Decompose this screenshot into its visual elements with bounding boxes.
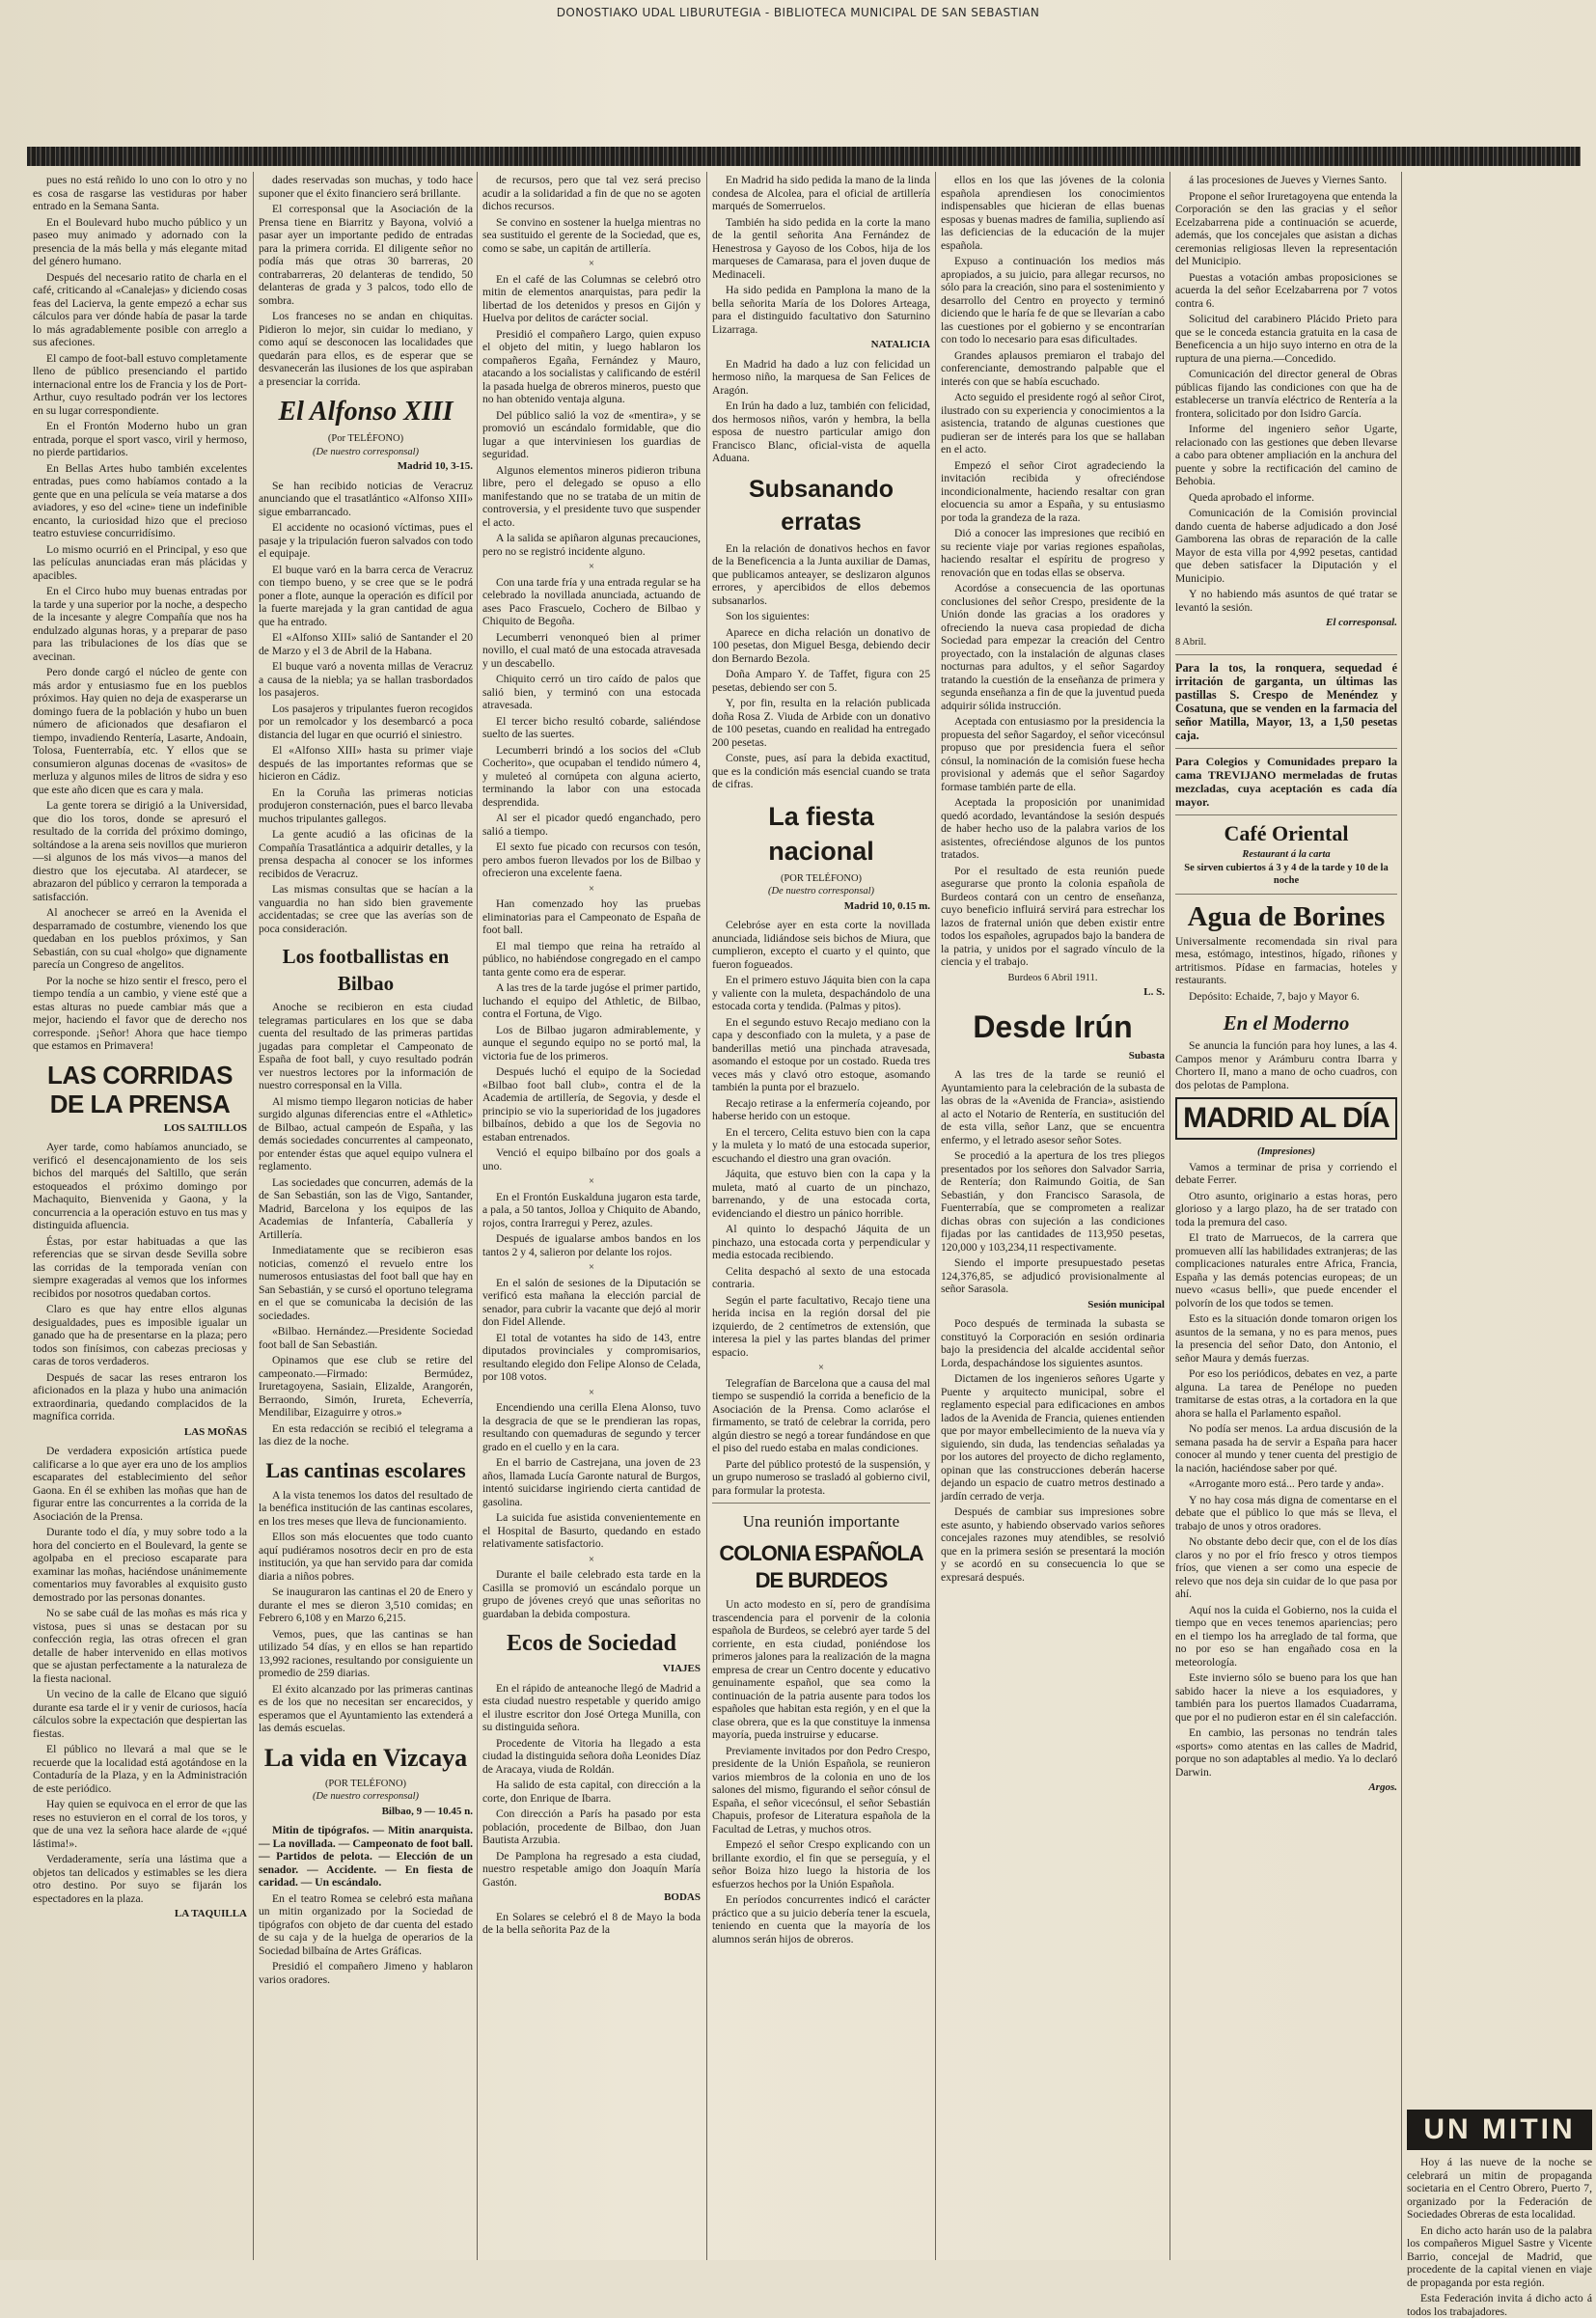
paragraph: Solicitud del carabinero Plácido Prieto para que se le conceda estancia gratuita en la casa de Beneficencia a un hijo suyo interno en otra de la ruptura de una pierna.—Concedido. bbox=[1175, 313, 1397, 365]
column-2 bbox=[259, 174, 473, 2260]
paragraph: Hay quien se equivoca en el error de que las reses no estuvieron en el corral de los toros, y que de una vez la señora hace alarde de «¡qué lástima!». bbox=[33, 1798, 247, 1850]
paragraph: Informe del ingeniero señor Ugarte, relacionado con las gestiones que deben llevarse a cabo para obtener ampliación en la anchura del puente y sobre la rectificación del camino de Behobia. bbox=[1175, 423, 1397, 487]
paragraph: En cambio, las personas no tendrán tales «sports» como atentas en las calles de Madrid, porque no son adaptables al medio. Ya lo declaró Darwin. bbox=[1175, 1726, 1397, 1779]
paragraph: Los de Bilbao jugaron admirablemente, y aunque el segundo equipo no se portó mal, la victoria fue de los primeros. bbox=[482, 1023, 701, 1062]
headline-cantinas: Las cantinas escolares bbox=[265, 1457, 466, 1482]
dateline: Madrid 10, 0.15 m. bbox=[843, 899, 930, 912]
paragraph: Los franceses no se andan en chiquitas. Pidieron lo mejor, sin cuidar lo mediano, y como aquí se desconocen las localidades que quedarán para ellos, es de esperar que se desvanecerán las ilusiones de los que aspiraban a presenciar la corrida. bbox=[259, 310, 473, 388]
paragraph: Durante el baile celebrado esta tarde en la Casilla se promovió un escándalo porque un grupo de jóvenes creyó que unas señoritas no guardaban la debida compostura. bbox=[482, 1568, 701, 1620]
subhead-impresiones: (Impresiones) bbox=[1256, 1146, 1316, 1157]
paragraph: Queda aprobado el informe. bbox=[1189, 490, 1315, 504]
paragraph: Vemos, pues, que las cantinas se han utilizado 54 días, y en ellos se han repartido 13,992 raciones, resultando por consiguiente un promedio de 259 diarias. bbox=[259, 1627, 473, 1679]
paragraph: En el Frontón Euskalduna jugaron esta tarde, a pala, a 50 tantos, Jolloa y Chiquito de Abando, rojos, contra Irarregui y Perez, azules. bbox=[482, 1190, 701, 1229]
paragraph: Los pasajeros y tripulantes fueron recogidos por un remolcador y los desembarcó a poca distancia del lugar en que ocurrió el siniestro. bbox=[259, 702, 473, 741]
paragraph: Y, por fin, resulta en la relación publicada doña Rosa Z. Viuda de Arbide con un donativo de 100 pesetas, cuando en realidad ha entregado 200 pesetas. bbox=[712, 697, 930, 749]
dateline: Bilbao, 9 — 10.45 n. bbox=[381, 1805, 473, 1817]
paragraph: No podía ser menos. La ardua discusión de la semana pasada ha de servir a España para hacer conocer al mundo y tener cuenta del prestigio de la nación, haciéndose saber por qué. bbox=[1175, 1422, 1397, 1475]
column-rule bbox=[1169, 172, 1170, 2260]
paragraph: Se procedió a la apertura de los tres pliegos presentados por los señores don Salvador Sarria, de Rentería; don Raimundo Goitia, de San Sebastián, y don Francisco Sarasola, de Fuenterrabía, que se comprometen a realizar dichas obras con sujeción a las condiciones fijadas por las cantidades de 113,950 pesetas, 120,000 y 103,234,11 respectivamente. bbox=[941, 1149, 1165, 1254]
paragraph: El sexto fue picado con recursos con tesón, pero ambos fueron llevados por los de Bilbao y ofrecieron una excelente faena. bbox=[482, 841, 701, 879]
paragraph: Por la noche se hizo sentir el fresco, pero el tiempo tendía a un cambio, y viene esté que a estas alturas no puede cambiar más que a mejor, haciendo el favor que de derecho nos corresponde. ¡Señor! Ahora que hace tiempo que estamos en Primavera! bbox=[33, 974, 247, 1052]
paragraph: En el primero estuvo Jáquita bien con la capa y valiente con la muleta, despachándolo de una estocada corta y tendida. (Palmas y pitos). bbox=[712, 974, 930, 1012]
paragraph: Se inauguraron las cantinas el 20 de Enero y durante el mes se dieron 3,510 comidas; en Febrero 6,108 y en Marzo 6,215. bbox=[259, 1586, 473, 1624]
headline-colonia-burdeos: COLONIA ESPAÑOLA DE BURDEOS bbox=[719, 1541, 923, 1592]
column-1 bbox=[33, 174, 247, 2260]
paragraph: No se sabe cuál de las moñas es más rica y vistosa, pues si unas se destacan por su confección regia, las otras ofrecen el gran detalle de haber intervenido en ellas motivos que se ajustan perfectamente a la naturaleza de la fiesta nacional. bbox=[33, 1607, 247, 1685]
kicker-sesion-municipal: Sesión municipal bbox=[1087, 1298, 1165, 1311]
kicker-subasta: Subasta bbox=[1128, 1049, 1165, 1062]
paragraph: Lecumberri brindó a los socios del «Club Cocherito», que ocupaban el tendido número 4, y muleteó al cornúpeta con alguna acierto, terminando la labor con una estocada desprendida. bbox=[482, 743, 701, 809]
paragraph: Con una tarde fría y una entrada regular se ha celebrado la novillada anunciada, actuando de ases Paco Frascuelo, Cochero de Bilbao y Chiquito de Begoña. bbox=[482, 575, 701, 627]
paragraph: El trato de Marruecos, de la carrera que promueven allí las habilidades extranjeras; de las complicaciones naturales entre Africa, Francia, España y las demás potencias europeas; de un nuevo «casus belli», que puede encender el polvorín de los que todos se temen. bbox=[1175, 1231, 1397, 1310]
paragraph: El buque varó en la barra cerca de Veracruz con tiempo bueno, y se cree que se le podrá poner a flote, aunque la operación es difícil por la fuerte marejada y la gran cantidad de agua que ha entrado. bbox=[259, 563, 473, 628]
paragraph: El mal tiempo que reina ha retraído al público, no habiéndose congregado en el campo tanta gente como era de esperar. bbox=[482, 939, 701, 979]
paragraph: Celebróse ayer en esta corte la novillada anunciada, lidiándose seis bichos de Miura, que cumplieron, excepto el cuarto y el quinto, que fueron fogueados. bbox=[712, 919, 930, 971]
headline-desde-irun: Desde Irún bbox=[973, 1008, 1133, 1044]
advert-ronquera bbox=[1175, 661, 1397, 742]
kicker-reunion: Una reunión importante bbox=[742, 1512, 900, 1531]
paragraph-summary: Mitin de tipógrafos. — Mitin anarquista. — La novillada. — Campeonato de foot ball. — Partidos de pelota. — Elección de un senador. — Accidente. — En fiesta de caridad. — Un escándalo. bbox=[259, 1824, 473, 1889]
paragraph: Empezó el señor Cirot agradeciendo la invitación recibida y ofreciéndose incondicionalmente, haciendo resaltar con gran elocuencia su amor a España, y su entusiasmo por toda la grandeza de la raza. bbox=[941, 458, 1165, 524]
kicker-saltillos: LOS SALTILLOS bbox=[163, 1121, 247, 1134]
paragraph: Con dirección a París ha pasado por esta población, procedente de Bilbao, don Juan Bautista Arzubia. bbox=[482, 1807, 701, 1846]
column-rule bbox=[253, 172, 254, 2260]
column-5 bbox=[941, 174, 1165, 2260]
paragraph: Al anochecer se arreó en la Avenida el desparramado de costumbre, vienendo los que quedaban en los pueblos próximos, y San Sebastián, con su cual «holgo» que dignamente parecía un Congreso de angelitos. bbox=[33, 906, 247, 971]
paragraph: Parte del público protestó de la suspensión, y un grupo numeroso se trasladó al gobierno civil, para formular la protesta. bbox=[712, 1457, 930, 1497]
advert-colegios bbox=[1175, 755, 1397, 809]
paragraph: En el salón de sesiones de la Diputación se verificó esta mañana la elección parcial de senador, para cubrir la vacante que dejó al morir don Fidel Allende. bbox=[482, 1276, 701, 1328]
paragraph: La suicida fue asistida convenientemente en el Hospital de Basurto, quedando en estado relativamente satisfactorio. bbox=[482, 1511, 701, 1550]
paragraph: El accidente no ocasionó víctimas, pues el pasaje y la tripulación fueron salvados con todo el equipaje. bbox=[259, 521, 473, 560]
paragraph: Claro es que hay entre ellos algunas desigualdades, pues es imposible igualar un ganado que ha de presentarse en la plaza; pero todos son finísimos, con cabezas preciosas y caras de toros verdaderos. bbox=[33, 1303, 247, 1367]
headline-moderno: En el Moderno bbox=[1223, 1011, 1350, 1035]
paragraph: El «Alfonso XIII» hasta su primer viaje después de las importantes reformas que se hicieron en Cádiz. bbox=[259, 744, 473, 783]
paragraph: Aceptada con entusiasmo por la presidencia la propuesta del señor Sagardoy, el señor vicecónsul propuso que por presidencia fuera el señor cónsul, la nominación de la comisión fuese hecha provisional y además que el señor Sagardoy formase también parte de ella. bbox=[941, 715, 1165, 793]
paragraph: Se anuncia la función para hoy lunes, a las 4. Campos menor y Arámburu contra Ibarra y Chortero II, mano a mano de ocho cuadros, con dos pelotas de Pamplona. bbox=[1175, 1039, 1397, 1091]
advert-title: Agua de Borines bbox=[1187, 900, 1386, 932]
paragraph: El total de votantes ha sido de 143, entre diputados provinciales y compromisarios, resultando elegido don Felipe Alonso de Celada, por 108 votos. bbox=[482, 1331, 701, 1383]
headline-un-mitin: UN MITIN bbox=[1407, 2110, 1592, 2150]
kicker-viajes: VIAJES bbox=[662, 1663, 701, 1674]
column-7 bbox=[1407, 2104, 1592, 2318]
paragraph: Durante todo el día, y muy sobre todo a la hora del concierto en el Boulevard, la gente se agolpaba en el precioso escaparate para examinar las moñas, haciéndose unánimemente comentarios muy favorables al exquisito gusto demostrado por las personas donantes. bbox=[33, 1526, 247, 1604]
paragraph: Después luchó el equipo de la Sociedad «Bilbao foot ball club», contra el de la Academia de artillería, de Segovia, y desde el principio se vio la superioridad de los jugadores bilbaínos, debido a que los de Segovia no estaban entrenados. bbox=[482, 1065, 701, 1144]
headline-box bbox=[1175, 1097, 1397, 1140]
advert-line: Restaurant á la carta bbox=[1242, 849, 1331, 860]
paragraph: En el Frontón Moderno hubo un gran entrada, porque el sport vasco, viril y hermoso, no pierde partidarios. bbox=[33, 420, 247, 458]
divider bbox=[1175, 654, 1397, 655]
paragraph: En períodos concurrentes indicó el carácter práctico que a su juicio debería tener la escuela, teniendo en cuenta que la mayoría de los alumnos serán hijos de obreros. bbox=[712, 1893, 930, 1945]
paragraph: Han comenzado hoy las pruebas eliminatorias para el Campeonato de España de foot ball. bbox=[482, 897, 701, 936]
paragraph: Se han recibido noticias de Veracruz anunciando que el trasatlántico «Alfonso XIII» sigue embarrancado. bbox=[259, 479, 473, 518]
paragraph: En Madrid ha dado a luz con felicidad un hermoso niño, la marquesa de San Felices de Aragón. bbox=[712, 357, 930, 397]
paragraph: Presidió el compañero Largo, quien expuso el objeto del mitin, y luego hablaron los compañeros Egaña, Fernández y Mauro, atacando a los socialistas y calificando de estéril la pasada huelga de obreros mineros, puesto que no han obtenido ventaja alguna. bbox=[482, 327, 701, 405]
subhead-corresponsal: (De nuestro corresponsal) bbox=[312, 446, 420, 457]
paragraph: En Solares se celebró el 8 de Mayo la boda de la bella señorita Paz de la bbox=[482, 1910, 701, 1936]
signature: L. S. bbox=[1143, 986, 1165, 998]
paragraph: pues no está reñido lo uno con lo otro y no es cosa de rasgarse las vestiduras por haber entrado en la Semana Santa. bbox=[33, 174, 247, 212]
paragraph: En el rápido de anteanoche llegó de Madrid a esta ciudad nuestro respetable y querido amigo el ilustre escritor don José Ortega Munilla, con su distinguida señora. bbox=[482, 1681, 701, 1733]
paragraph: Previamente invitados por don Pedro Crespo, presidente de la Unión Española, se reunieron varios miembros de la colonia en uno de los salones del mismo, figurando el señor cónsul de España, el señor vicecónsul, el señor Sebastián Chapuis, profesor de Literatura española de la Facultad de Letras, y muchos otros. bbox=[712, 1744, 930, 1835]
paragraph: Pero donde cargó el núcleo de gente con más ardor y entusiasmo fue en los pueblos próximos. Hay quien no deja de exasperarse un domingo fuera de la población y hubo un buen número de aficionados que desafiaron el tiempo, invadiendo Rentería, Lasarte, Andoain, Tolosa, Fuenterrabía, etc. Y ellos que se consumieron algunas docenas de «vasitos» de merluza y algunos miles de litros de sidra y eso que este año dicen que es cara y mala. bbox=[33, 666, 247, 796]
column-rule bbox=[706, 172, 707, 2260]
paragraph: Comunicación del director general de Obras públicas fijando las condiciones con que ha de establecerse un tranvía eléctrico de Rentería a la frontera, solicitado por don Isidro García. bbox=[1175, 368, 1397, 420]
paragraph: Lecumberri venonqueó bien al primer novillo, el cual mató de una estocada atravesada y un descabello. bbox=[482, 630, 701, 670]
separator-mark: × bbox=[589, 1262, 594, 1273]
paragraph: En Irún ha dado a luz, también con felicidad, dos hermosos niños, varón y hembra, la bella esposa de nuestro particular amigo don Francisco Blanc, oficial-vista de aquella Aduana. bbox=[712, 400, 930, 464]
paragraph: Poco después de terminada la subasta se constituyó la Corporación en sesión ordinaria bajo la presidencia del alcalde accidental señor Lorda, despachándose los siguientes asuntos. bbox=[941, 1317, 1165, 1369]
paragraph: Puestas a votación ambas proposiciones se acuerda la del señor Ecelzabarrena por 7 votos contra 6. bbox=[1175, 270, 1397, 310]
paragraph: Empezó el señor Crespo explicando con un brillante exordio, el fin que se perseguía, y el señor Boiza hizo luego la historia de los esfuerzos hechos por la Unión Española. bbox=[712, 1838, 930, 1890]
headline-vizcaya: La vida en Vizcaya bbox=[263, 1743, 468, 1772]
kicker-natalicia: NATALICIA bbox=[870, 339, 930, 350]
paragraph: El corresponsal que la Asociación de la Prensa tiene en Biarritz y Bayona, volvió a pasar ayer un importante pedido de entradas para la primera corrida. El diligente señor no podía más que otras 30 barreras, 20 contrabarreras, 20 delanteras de tendido, 50 delanteras de grada y 3 palcos, todo ello de sombra. bbox=[259, 203, 473, 307]
paragraph: A la salida se apiñaron algunas precauciones, pero no se registró incidente alguno. bbox=[482, 532, 701, 558]
kicker-bodas: BODAS bbox=[664, 1891, 701, 1903]
subhead-corresponsal: (De nuestro corresponsal) bbox=[312, 1791, 420, 1802]
paragraph: Celita despachó al sexto de una estocada contraria. bbox=[712, 1264, 930, 1290]
paragraph: Vamos a terminar de prisa y corriendo el debate Ferrer. bbox=[1175, 1160, 1397, 1186]
paragraph: «Bilbao. Hernández.—Presidente Sociedad foot ball de San Sebastián. bbox=[259, 1325, 473, 1351]
advert-text: Para la tos, la ronquera, sequedad é irritación de garganta, un últimas las pastillas S. Crespo de Menéndez y Cosatuna, que se venden en la farmacia del señor Matilla, Mayor, 13, a 1,50 pesetas caja. bbox=[1175, 661, 1397, 742]
dateline: Madrid 10, 3-15. bbox=[397, 460, 473, 472]
paragraph: Ayer tarde, como habíamos anunciado, se verificó el desencajonamiento de los seis bichos del marqués del Saltillo, que serán estoqueados el próximo domingo por Machaquito, Bienvenida y Gaona, y la concurrencia a la operación estuvo en tus mas y distinguida afluencia. bbox=[33, 1141, 247, 1231]
paragraph: á las procesiones de Jueves y Viernes Santo. bbox=[1189, 174, 1388, 186]
paragraph: También ha sido pedida en la corte la mano de la gentil señorita Ana Fernández de Henestrosa y Gayoso de los Cobos, hija de los marqueses de Camarasa, para el joven duque de Medinaceli. bbox=[712, 215, 930, 281]
paragraph: La gente acudió a las oficinas de la Compañía Trasatlántica a adquirir detalles, y la prensa despacha al conocer se los informes recibidos de Veracruz. bbox=[259, 828, 473, 880]
paragraph: En el barrio de Castrejana, una joven de 23 años, llamada Lucía Garonte natural de Burgos, intentó suicidarse ingiriendo cierta cantidad de gasolina. bbox=[482, 1456, 701, 1508]
column-6 bbox=[1175, 174, 1397, 2260]
paragraph: En el Boulevard hubo mucho público y un paseo muy animado y adornado con la presencia de la más bella y más elegante mitad del género humano. bbox=[33, 215, 247, 267]
headline-footballistas: Los footballistas en Bilbao bbox=[282, 945, 450, 995]
paragraph: Ellos son más elocuentes que todo cuanto aquí pudiéramos nosotros decir en pro de esta institución, ya que han servido para dar comida diaria a niños pobres. bbox=[259, 1531, 473, 1583]
paragraph: Presidió el compañero Jimeno y hablaron varios oradores. bbox=[259, 1960, 473, 1986]
paragraph: Hoy á las nueve de la noche se celebrará un mitin de propaganda societaria en el Centro Obrero, Puerto 7, organizado por la Federación de Sociedades Obreras de esta localidad. bbox=[1407, 2156, 1592, 2221]
paragraph: Acto seguido el presidente rogó al señor Cirot, ilustrado con su experiencia y conocimientos a la asistencia, tratando de algunas cuestiones que pudieran ser de interés para los que se hallaban en el acto. bbox=[941, 391, 1165, 455]
paragraph: El buque varó a noventa millas de Veracruz a causa de la niebla; ya se hallan trasbordados los pasajeros. bbox=[259, 660, 473, 699]
kicker-taquilla: LA TAQUILLA bbox=[174, 1908, 247, 1919]
paragraph: de recursos, pero que tal vez será preciso acudir a la solidaridad a fin de que no se agoten dichos recursos. bbox=[482, 174, 701, 212]
paragraph: Recajo retirase a la enfermería cojeando, por haberse herido con un estoque. bbox=[712, 1096, 930, 1122]
paragraph: Después de sacar las reses entraron los aficionados en la plaza y hubo una animación extraordinaria, quedando complacidos de la magnífica corrida. bbox=[33, 1370, 247, 1422]
separator-mark: × bbox=[589, 1387, 594, 1398]
paragraph: El público no llevará a mal que se le recuerde que la localidad está agotándose en la Contaduría de la Plaza, y en la Administración de este periódico. bbox=[33, 1743, 247, 1795]
paragraph: Este invierno sólo se bueno para los que han sabido hacer la nieve a los esquiadores, y también para los puertos llamados Cuadarrama, que por el no pudieron estar en él sin calefacción. bbox=[1175, 1671, 1397, 1724]
paragraph: Comunicación de la Comisión provincial dando cuenta de haberse adjudicado a don José Gamborena las obras de reparación de la calle Mayor de esta villa por 4,992 pesetas, cantidad que deben satisfacer la Diputación y el Municipio. bbox=[1175, 507, 1397, 585]
paragraph: Siendo el importe presupuestado pesetas 124,376,85, se adjudicó provisionalmente al señor Sarasola. bbox=[941, 1256, 1165, 1295]
paragraph: Jáquita, que estuvo bien con la capa y la muleta, mató al cuarto de un pinchazo, barrenando, y de una estocada corta, evidenciando el diestro un pánico horrible. bbox=[712, 1168, 930, 1220]
divider bbox=[1175, 814, 1397, 815]
advert-text: Universalmente recomendada sin rival para mesa, estómago, intestinos, hígado, riñones y artritismos. Pídase en farmacias, hoteles y restaurants. bbox=[1175, 934, 1397, 986]
paragraph: Inmediatamente que se recibieron esas noticias, comenzó el revuelo entre los numerosos entusiastas del foot ball que hay en San Sebastián, y se cursó el oportuno telegrama en el que se comunicaba la decisión de las sociedades. bbox=[259, 1244, 473, 1322]
paragraph: Conste, pues, así para la debida exactitud, que es la condición más esencial cuando se trata de cifras. bbox=[712, 752, 930, 790]
paragraph: A la vista tenemos los datos del resultado de la benéfica institución de las cantinas escolares, en los tres meses que lleva de funcionamiento. bbox=[259, 1488, 473, 1528]
paragraph: En el teatro Romea se celebró esta mañana un mitin organizado por la Sociedad de tipógrafos con objeto de dar cuenta del estado de su caja y de la huelga de operarios de la Sociedad bilbaína de Artes Gráficas. bbox=[259, 1891, 473, 1957]
advert-text: Para Colegios y Comunidades preparo la cama TREVIJANO mermeladas de frutas mezcladas, cuya aceptación es cada día mayor. bbox=[1175, 755, 1397, 809]
signature: El corresponsal. bbox=[1326, 617, 1397, 628]
paragraph: Ha sido pedida en Pamplona la mano de la bella señorita María de los Dolores Arteaga, para el distinguido facultativo don Saturnino Lizarraga. bbox=[712, 284, 930, 336]
advert-cafe-oriental bbox=[1175, 821, 1397, 888]
paragraph: En el café de las Columnas se celebró otro mitin de elementos anarquistas, para pedir la libertad de los detenidos y presos en Gijón y Huelva por delitos de carácter social. bbox=[482, 272, 701, 324]
column-rule bbox=[1401, 172, 1402, 2260]
dateline: 8 Abril. bbox=[1175, 636, 1207, 648]
paragraph: En el tercero, Celita estuvo bien con la capa y la muleta y lo mató de una estocada superior, escuchando el diestro una gran ovación. bbox=[712, 1125, 930, 1165]
paragraph: El campo de foot-ball estuvo completamente lleno de público presenciando el partido internacional entre los de Francia y los de Port-Arthur, cuyo resultado podrán ver los lectores en su lugar correspondiente. bbox=[33, 351, 247, 417]
headline-alfonso-xiii: El Alfonso XIII bbox=[278, 397, 454, 427]
signature: Argos. bbox=[1368, 1781, 1397, 1793]
headline-erratas: Subsanando erratas bbox=[748, 475, 894, 536]
paragraph: Del público salió la voz de «mentira», y se promovió un escándalo formidable, que dio lugar a que interviniesen los guardias de seguridad. bbox=[482, 408, 701, 460]
headline-corridas: LAS CORRIDAS DE LA PRENSA bbox=[47, 1060, 233, 1118]
paragraph: Son los siguientes: bbox=[726, 610, 810, 622]
paragraph: Dictamen de los ingenieros señores Ugarte y Puente y arquitecto municipal, sobre el reglamento especial para edificaciones en ambos lados de la Avenida de Francia, quienes entienden que por mayor embellecimiento de la nueva vía y siguiendo, sin duda, las tendencias señaladas ya por los autores del proyecto de dicho reglamento, opinan que las construcciones deberán hacerse dejando un espacio de cuatro metros destinado a jardín cerrado de verja. bbox=[941, 1372, 1165, 1503]
paragraph: Ha salido de esta capital, con dirección a la corte, don Enrique de Ibarra. bbox=[482, 1779, 701, 1805]
paragraph: Según el parte facultativo, Recajo tiene una herida incisa en la región dorsal del pie izquierdo, de 2 centímetros de extensión, que interesa la piel y las partes blandas del primer espacio. bbox=[712, 1293, 930, 1359]
subhead-corresponsal: (De nuestro corresponsal) bbox=[767, 886, 875, 897]
paragraph: En el Circo hubo muy buenas entradas por la tarde y una superior por la noche, a despecho de la incesante y alegre Compañía que nos ha endulzado algunas horas, y a preparar de paso para las tribulaciones de los días que se avecinan. bbox=[33, 585, 247, 663]
paragraph: «Arrogante moro está... Pero tarde y anda». bbox=[1189, 1477, 1385, 1490]
paragraph: Un acto modesto en sí, pero de grandísima trascendencia para el porvenir de la colonia española de Burdeos, se celebró ayer tarde 5 del corriente, en esta ciudad, poniéndose los primeros jalones para la realización de la magna empresa de crear un Centro docente y educativo genuinamente español, que sea como la continuación de la patria ausente para todos los españoles que habitan esta región, y en el que la clase obrera, que es la que constituye la inmensa mayoría, pueda instruirse y educarse. bbox=[712, 1598, 930, 1741]
paragraph: Propone el señor Iruretagoyena que entenda la Corporación se den las gracias y el señor Ecelzabarrena pide a continuación se acuerde, además, que los concejales que asistan a dichas ceremonias religiosas lleven la representación del Municipio. bbox=[1175, 189, 1397, 267]
paragraph: Opinamos que ese club se retire del campeonato.—Firmado: Bermúdez, Iruretagoyena, Sasiain, Elizalde, Arangorén, Berraondo, Simón, Irureta, Echeverría, Mendilibar, Eizaguirre y otros.» bbox=[259, 1354, 473, 1419]
paragraph: Procedente de Vitoria ha llegado a esta ciudad la distinguida señora doña Leonides Díaz de Aracaya, viuda de Roldán. bbox=[482, 1736, 701, 1776]
column-4 bbox=[712, 174, 930, 2260]
column-rule bbox=[477, 172, 478, 2260]
paragraph: Lo mismo ocurrió en el Principal, y eso que las películas anunciadas eran más plácidas y apacibles. bbox=[33, 542, 247, 582]
paragraph: En la Coruña las primeras noticias produjeron consternación, pues el barco llevaba muchos tripulantes gallegos. bbox=[259, 786, 473, 825]
paragraph: En Bellas Artes hubo también excelentes entradas, pues como habíamos contado a la gente que en una película se veía matarse a dos aviadores, y eso del «cine» tiene un indefinible encanto, la curiosidad hizo que el precioso teatro estuviese concurridísimo. bbox=[33, 461, 247, 539]
paragraph: A las tres de la tarde jugóse el primer partido, luchando el equipo del Athletic, de Bilbao, contra el Fortuna, de Vigo. bbox=[482, 981, 701, 1020]
separator-mark: × bbox=[589, 883, 594, 895]
paragraph: De verdadera exposición artística puede calificarse a lo que ayer era uno de los amplios escaparates del establecimiento del señor Gaona. En él se exhiben las moñas que han de figurar entre las concurrentes a la corrida de la Asociación de la Prensa. bbox=[33, 1445, 247, 1523]
paragraph: ellos en los que las jóvenes de la colonia española aprendiesen los conocimientos indispensables que hicieran de ellas buenas esposas y buenas madres de familia, supliendo así las deficiencias de la educación de la mujer española. bbox=[941, 174, 1165, 252]
subhead-telefono: (Por TELÉFONO) bbox=[327, 433, 404, 444]
paragraph: En esta redacción se recibió el telegrama a las diez de la noche. bbox=[259, 1421, 473, 1448]
advert-title: Café Oriental bbox=[1224, 821, 1349, 845]
paragraph: Y no hay cosa más digna de comentarse en el debate que el público lo que más se lleva, el trabajo de unos y otros oradores. bbox=[1175, 1493, 1397, 1532]
paragraph: El tercer bicho resultó cobarde, saliéndose suelto de las suertes. bbox=[482, 714, 701, 740]
paragraph: En el segundo estuvo Recajo mediano con la capa y desconfiado con la muleta, y a pase de banderillas metió una pinchada atravesada, asomando el estoque por un costado. Rueda tres veces más y clavó otro estoque, asomando también la punta por el brazuelo. bbox=[712, 1015, 930, 1093]
paragraph: Se convino en sostener la huelga mientras no sea sustituido el gerente de la Sociedad, que es, como se sabe, un capitán de artillería. bbox=[482, 215, 701, 255]
paragraph: Dió a conocer las impresiones que recibió en su reciente viaje por varias regiones españolas, haciendo resaltar el espíritu de progreso y renovación que en todas ellas se observa. bbox=[941, 527, 1165, 579]
separator-mark: × bbox=[589, 1554, 594, 1565]
paragraph: Por eso los periódicos, debates en vez, a parte alguna. La tarea de Penélope no pueden tramitarse de estas otras, a la cortadora en la que ahora se halla el Parlamento español. bbox=[1175, 1367, 1397, 1420]
paragraph: Venció el equipo bilbaíno por dos goals a uno. bbox=[482, 1146, 701, 1173]
paragraph: En la relación de donativos hechos en favor de la Beneficencia a la Junta auxiliar de Damas, que publicamos anteayer, se deslizaron algunos errores, y apercibidos de ellos debemos subsanarlos. bbox=[712, 541, 930, 607]
headline-fiesta-nacional: La fiesta nacional bbox=[768, 801, 874, 866]
paragraph: En dicho acto harán uso de la palabra los compañeros Miguel Sastre y Vicente Barrio, concejal de Madrid, que procedente de la capital vienen en viaje de propaganda por esta región. bbox=[1407, 2223, 1592, 2289]
advert-line: Se sirven cubiertos á 3 y 4 de la tarde y 10 de la noche bbox=[1184, 862, 1389, 886]
paragraph: Al mismo tiempo llegaron noticias de haber surgido algunas diferencias entre el «Athletic» de Bilbao, actual campeón de España, y las demás sociedades concurrentes al campeonato, por entender éstas que aquel equipo vulnera el reglamento. bbox=[259, 1094, 473, 1173]
separator-mark: × bbox=[589, 259, 594, 269]
paragraph: Esta Federación invita á dicho acto á todos los trabajadores. bbox=[1407, 2292, 1592, 2318]
paragraph: Después de igualarse ambos bandos en los tantos 2 y 4, salieron por delante los rojos. bbox=[482, 1232, 701, 1258]
paragraph: A las tres de la tarde se reunió el Ayuntamiento para la celebración de la subasta de las obras de la «Avenida de Francia», asistiendo al acto el Notario de Rentería, en sustitución del de esta villa, señor Lanz, que se encuentra enfermo, y el letrado asesor señor Sotes. bbox=[941, 1068, 1165, 1146]
paragraph: Por el resultado de esta reunión puede asegurarse que pronto la colonia española de Burdeos contará con un centro de enseñanza, cuyo beneficio influirá servirá para estrechar los lazos de fraternal unión que deben existir entre todos los españoles, agrupados bajo la bandera de la patria, y unidos por el sagrado vínculo de la ciencia y el trabajo. bbox=[941, 864, 1165, 968]
paragraph: Verdaderamente, sería una lástima que a objetos tan delicados y estimables se les diera otro destino. Por suyo se fijarán los espectadores en la plaza. bbox=[33, 1853, 247, 1905]
paragraph: Y no habiendo más asuntos de qué tratar se levantó la sesión. bbox=[1175, 588, 1397, 614]
paragraph: Anoche se recibieron en esta ciudad telegramas particulares en los que se daba cuenta del resultado de las primeras partidas jugadas para completar el Campeonato de España de foot ball, y cuyo resultado podrán ver nuestros lectores por la información de nuestro corresponsal en la Villa. bbox=[259, 1001, 473, 1091]
paragraph: Un vecino de la calle de Elcano que siguió durante esa tarde el ir y venir de curiosos, hacía cálculos sobre la expectación que despiertan las fiestas. bbox=[33, 1688, 247, 1740]
paragraph: Al ser el picador quedó enganchado, pero salió a tiempo. bbox=[482, 812, 701, 838]
headline-madrid-al-dia: MADRID AL DÍA bbox=[1183, 1102, 1390, 1134]
paragraph: Doña Amparo Y. de Taffet, figura con 25 pesetas, debiendo ser con 5. bbox=[712, 668, 930, 694]
paragraph: dades reservadas son muchas, y todo hace suponer que el éxito financiero será brillante. bbox=[259, 174, 473, 200]
divider bbox=[712, 1503, 930, 1504]
column-rule bbox=[935, 172, 936, 2260]
subhead-telefono: (POR TELÉFONO) bbox=[324, 1778, 407, 1789]
page-top-border bbox=[27, 147, 1581, 166]
separator-mark: × bbox=[589, 1176, 594, 1187]
paragraph: Acordóse a consecuencia de las oportunas conclusiones del señor Crespo, presidente de la Unión donde las gracias a los oradores y ofreciendo la nueva casa propiedad de dicha Sociedad para empezar la creación del Centro proyectado, con la instalación de algunas clases nocturnas para adultos, y el señor Sagardoy tratando la cuestión de la enseñanza de primera y segunda enseñanza a fin de que la juventud pueda adquirir sólida instrucción. bbox=[941, 582, 1165, 712]
paragraph: El éxito alcanzado por las primeras cantinas es de los que no necesitan ser encarecidos, y esperamos que el Ayuntamiento las extenderá a las demás escuelas. bbox=[259, 1682, 473, 1734]
paragraph: Grandes aplausos premiaron el trabajo del conferenciante, demostrando palpable que el interés con que se había escuchado. bbox=[941, 348, 1165, 388]
paragraph: Chiquito cerró un tiro caído de palos que salió bien, y terminó con una estocada atravesada. bbox=[482, 673, 701, 711]
headline-ecos-sociedad: Ecos de Sociedad bbox=[506, 1631, 676, 1656]
advert-text: Depósito: Echaide, 7, bajo y Mayor 6. bbox=[1189, 989, 1360, 1003]
subhead-telefono: (POR TELÉFONO) bbox=[780, 872, 863, 884]
paragraph: Aparece en dicha relación un donativo de 100 pesetas, don Miguel Besga, debiendo decir don Bernardo Bezola. bbox=[712, 625, 930, 665]
column-3 bbox=[482, 174, 701, 2260]
paragraph: Algunos elementos mineros pidieron tribuna libre, pero el delegado se opuso a ello manifestando que no se trataba de un mitin de controversia, y el presidente tuvo que suspender el acto. bbox=[482, 463, 701, 529]
kicker-monas: LAS MOÑAS bbox=[183, 1425, 247, 1438]
paragraph: Esto es la situación donde tomaron origen los asuntos de la semana, y no es para menos, pues la presencia del señor Dato, don Antonio, el señor Maura y demás fuerzas. bbox=[1175, 1312, 1397, 1365]
divider bbox=[1175, 748, 1397, 749]
paragraph: Expuso a continuación los medios más apropiados, a su juicio, para allegar recursos, no sólo para la creación, sino para el sostenimiento y desarrollo del Centro en proyecto y terminó diciendo que le haría fe de que se llevarían a cabo las cuestiones por el gobierno y se encontrarían con todo lo necesario para esas dificultades. bbox=[941, 255, 1165, 345]
paragraph: Al quinto lo despachó Jáquita de un pinchazo, una estocada corta y perpendicular y media estocada recibiendo. bbox=[712, 1223, 930, 1261]
paragraph: Después del necesario ratito de charla en el café, criticando al «Canalejas» y diciendo cosas feas del Lacierva, la gente empezó a echar sus cálculos para ver dónde había de pasar la tarde lo más agradablemente posible con arreglo a sus afeciones. bbox=[33, 270, 247, 348]
paragraph: De Pamplona ha regresado a esta ciudad, nuestro respetable amigo don Joaquín María Gastón. bbox=[482, 1849, 701, 1889]
paragraph: La gente torera se dirigió a la Universidad, que dio los toros, donde se apresuró el resultado de la corrida del próximo domingo, soltándose a la arena seis novillos que murieron—si algunos de los más vivos—a manos del diestro que los ejecutaba. Al atardecer, se abrazaron del público y cerraron la temporada a satisfacción. bbox=[33, 799, 247, 903]
paragraph: El «Alfonso XIII» salió de Santander el 20 de Marzo y el 3 de Abril de la Habana. bbox=[259, 631, 473, 657]
separator-mark: × bbox=[818, 1363, 824, 1373]
library-watermark: DONOSTIAKO UDAL LIBURUTEGIA - BIBLIOTECA MUNICIPAL DE SAN SEBASTIAN bbox=[556, 6, 1040, 19]
paragraph: Éstas, por estar habituadas a que las referencias que se sirvan desde Sevilla sobre las corridas de la temporada venían con siempre exageradas al vemos que los informes recibidos por nosotros quedaban cortos. bbox=[33, 1234, 247, 1300]
paragraph: Aceptada la proposición por unanimidad quedó acordado, levantándose la sesión después de haber hecho uso de la palabra varios de los asistentes, ofreciéndose algunos de los puntos tratados. bbox=[941, 796, 1165, 861]
dateline: Burdeos 6 Abril 1911. bbox=[1007, 972, 1098, 983]
separator-mark: × bbox=[589, 562, 594, 572]
paragraph: Aquí nos la cuida el Gobierno, nos la cuida el tiempo que en veces tenemos apariencias; pero en el tiempo los ha arreglado de tal forma, que no por eso se han engañado cosa en la meteorología. bbox=[1175, 1603, 1397, 1669]
paragraph: Otro asunto, originario a estas horas, pero glorioso y a largo plazo, ha de ser tratado con toda la premura del caso. bbox=[1175, 1189, 1397, 1228]
advert-agua-borines bbox=[1175, 900, 1397, 1004]
paragraph: En Madrid ha sido pedida la mano de la linda condesa de Alcolea, para el oficial de artillería marqués de Somerruelos. bbox=[712, 174, 930, 212]
divider bbox=[1175, 894, 1397, 895]
paragraph: Telegrafían de Barcelona que a causa del mal tiempo se suspendió la corrida a beneficio de la Asociación de la Prensa. Como aclaróse el firmamento, se trató de celebrar la corrida, pero algún diestro se negó a torear fundándose en que el piso del ruedo estaba en malas condiciones. bbox=[712, 1376, 930, 1454]
paragraph: Las sociedades que concurren, además de la de San Sebastián, son las de Vigo, Santander, Madrid, Barcelona y los equipos de las Academias de Infantería, Caballería y Artillería. bbox=[259, 1175, 473, 1241]
paragraph: Las mismas consultas que se hacían a la vanguardia no han sido bien gravemente accidentadas; se cree que las averías son de poca consideración. bbox=[259, 883, 473, 935]
paragraph: Después de cambiar sus impresiones sobre este asunto, y habiendo observado varios señores concejales razones muy atendibles, se resolvió que en la primera sesión se presentará la moción y se acordó en su consecuencia lo que se expresará después. bbox=[941, 1505, 1165, 1584]
paragraph: No obstante debo decir que, con el de los días claros y no por el frío fresco y otros tiempos fríos, que vienen a ser como una especie de relevo que nos deja sin cuidar de lo que pasa por ahí. bbox=[1175, 1535, 1397, 1600]
paragraph: Encendiendo una cerilla Elena Alonso, tuvo la desgracia de que se le prendieran las ropas, resultando con quemaduras de segundo y tercer grado en el cuello y en la cara. bbox=[482, 1401, 701, 1453]
